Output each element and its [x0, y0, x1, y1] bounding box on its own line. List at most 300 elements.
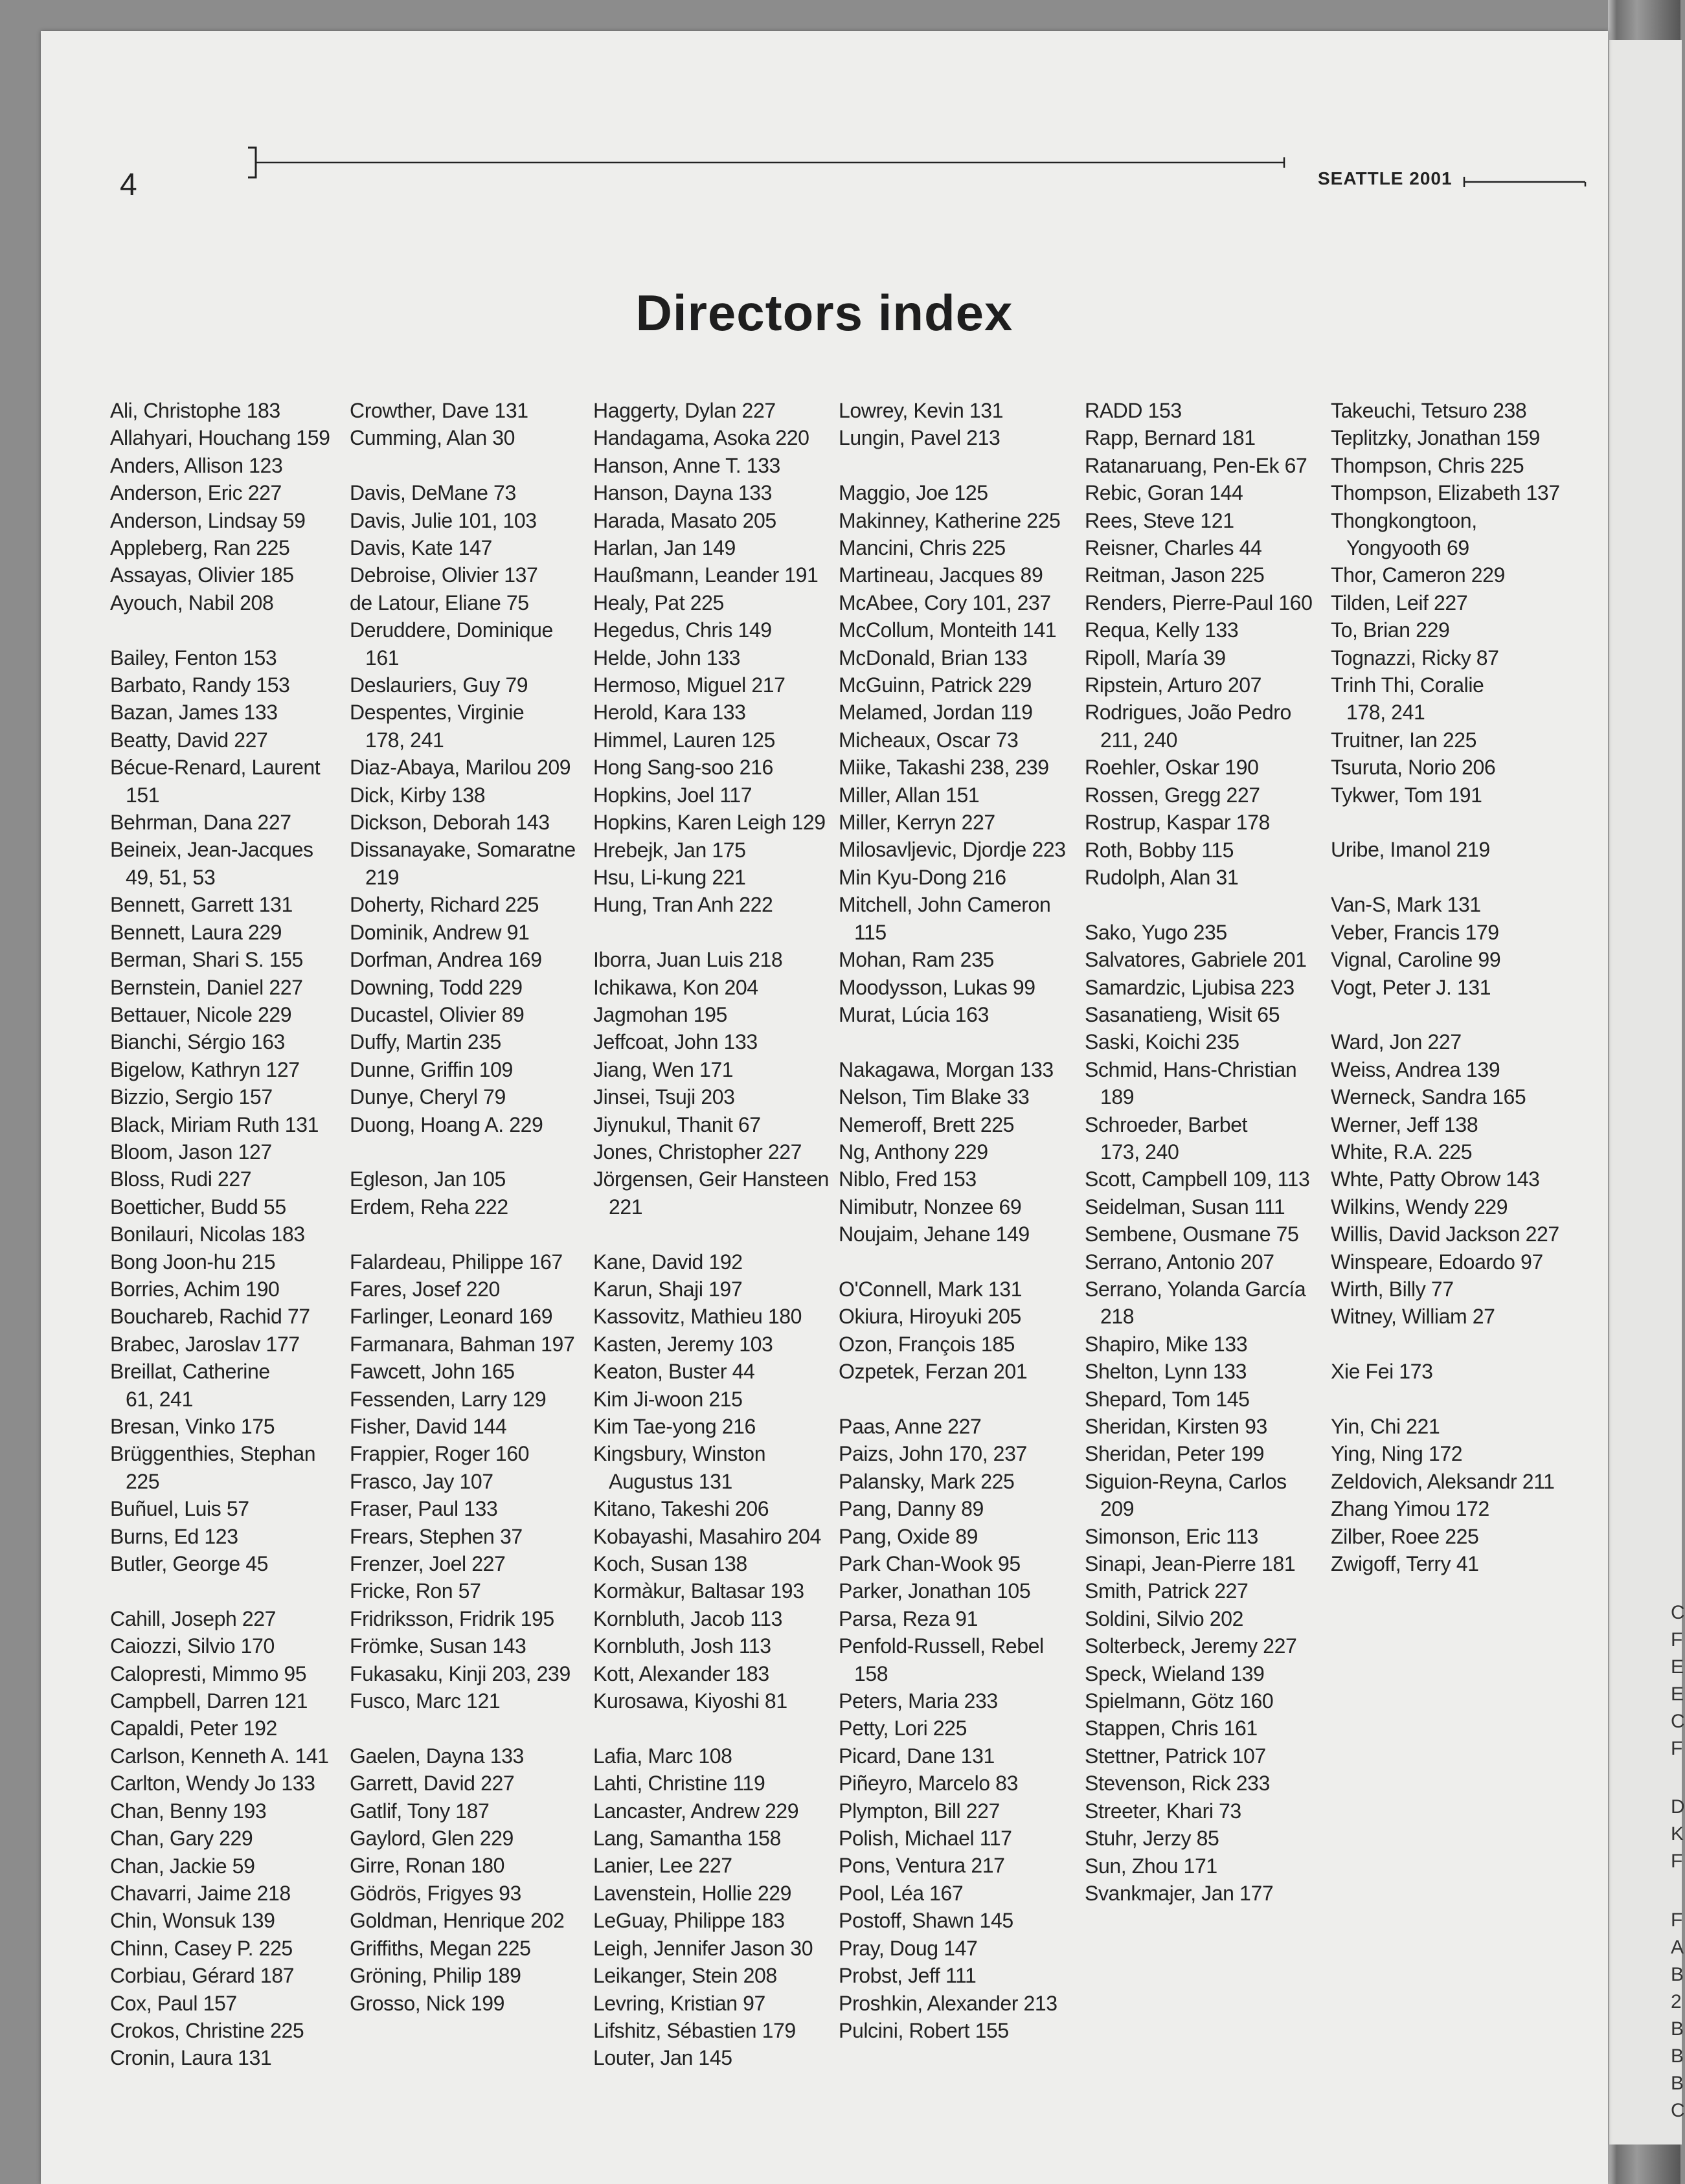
index-entry: Requa, Kelly 133: [1085, 618, 1239, 642]
index-entry: Van-S, Mark 131: [1331, 893, 1481, 917]
index-entry: Kim Tae-yong 216: [593, 1415, 756, 1438]
index-entry: Bong Joon-hu 215: [110, 1250, 276, 1274]
index-entry: Vogt, Peter J. 131: [1331, 975, 1491, 999]
index-entry: Wilkins, Wendy 229: [1331, 1195, 1508, 1219]
index-entry: Fusco, Marc 121: [350, 1689, 501, 1713]
index-entry: Capaldi, Peter 192: [110, 1717, 277, 1740]
index-entry: Herold, Kara 133: [593, 701, 746, 725]
index-entry-continuation: 218: [1100, 1305, 1135, 1329]
index-entry-continuation: 115: [854, 920, 887, 944]
index-entry: Hong Sang-soo 216: [593, 756, 773, 780]
index-entry: Shelton, Lynn 133: [1085, 1360, 1247, 1384]
index-entry: Kingsbury, Winston: [593, 1442, 766, 1466]
index-entry: Girre, Ronan 180: [350, 1854, 505, 1878]
index-entry: Nakagawa, Morgan 133: [839, 1057, 1054, 1081]
index-entry: Kormàkur, Baltasar 193: [593, 1579, 804, 1603]
index-entry: Kim Ji-woon 215: [593, 1387, 743, 1411]
index-entry: Bennett, Laura 229: [110, 920, 282, 944]
index-entry: Brabec, Jaroslav 177: [110, 1332, 300, 1356]
index-entry: LeGuay, Philippe 183: [593, 1909, 785, 1933]
index-entry: Miller, Kerryn 227: [839, 811, 995, 835]
index-entry: Bazan, James 133: [110, 701, 278, 725]
index-entry: Pool, Léa 167: [839, 1881, 964, 1905]
index-entry: Rees, Steve 121: [1085, 508, 1234, 532]
index-page: [41, 31, 1608, 2184]
index-entry: Lifshitz, Sébastien 179: [593, 2018, 796, 2042]
next-page-text-fragment: B: [1671, 2045, 1684, 2067]
index-entry: Brüggenthies, Stephan: [110, 1442, 316, 1466]
index-entry: Roehler, Oskar 190: [1085, 756, 1259, 780]
index-entry: Bresan, Vinko 175: [110, 1415, 275, 1439]
index-entry: Jörgensen, Geir Hansteen: [593, 1167, 829, 1191]
index-entry: Serrano, Antonio 207: [1085, 1250, 1274, 1274]
index-entry: Pang, Danny 89: [839, 1497, 984, 1521]
index-entry: RADD 153: [1085, 399, 1182, 422]
index-entry: Thongkongtoon,: [1331, 508, 1477, 532]
index-entry: Stappen, Chris 161: [1085, 1717, 1258, 1740]
index-entry: Siguion-Reyna, Carlos: [1085, 1469, 1287, 1493]
index-entry: Caiozzi, Silvio 170: [110, 1634, 275, 1658]
index-entry: Martineau, Jacques 89: [839, 563, 1043, 587]
index-entry: Kobayashi, Masahiro 204: [593, 1524, 821, 1548]
index-entry: Davis, Kate 147: [350, 536, 492, 560]
index-entry: Probst, Jeff 111: [839, 1964, 977, 1988]
index-entry: Zwigoff, Terry 41: [1331, 1551, 1479, 1575]
index-entry: Postoff, Shawn 145: [839, 1909, 1013, 1933]
index-entry: Frasco, Jay 107: [350, 1469, 493, 1493]
index-entry: Jagmohan 195: [593, 1002, 727, 1026]
index-entry: Fricke, Ron 57: [350, 1579, 481, 1603]
index-entry: Fukasaku, Kinji 203, 239: [350, 1661, 571, 1685]
index-entry: Erdem, Reha 222: [350, 1195, 508, 1219]
index-entry: Winspeare, Edoardo 97: [1331, 1250, 1543, 1274]
index-entry: Zhang Yimou 172: [1331, 1497, 1489, 1521]
index-entry: Ying, Ning 172: [1331, 1442, 1463, 1466]
index-entry: Beineix, Jean-Jacques: [110, 838, 313, 862]
index-entry: Butler, George 45: [110, 1552, 269, 1576]
index-entry: Yin, Chi 221: [1331, 1414, 1440, 1438]
index-entry: Anderson, Lindsay 59: [110, 508, 306, 532]
index-entry: Lafia, Marc 108: [593, 1744, 732, 1768]
index-entry: Renders, Pierre-Paul 160: [1085, 591, 1313, 614]
index-entry: Stevenson, Rick 233: [1085, 1772, 1270, 1796]
index-entry: Lancaster, Andrew 229: [593, 1799, 799, 1823]
index-entry: Assayas, Olivier 185: [110, 563, 294, 587]
index-entry: Chan, Gary 229: [110, 1827, 253, 1851]
index-entry: Nemeroff, Brett 225: [839, 1112, 1015, 1136]
index-entry: Kornbluth, Josh 113: [593, 1634, 771, 1658]
index-entry: Maggio, Joe 125: [839, 481, 988, 505]
index-entry: Campbell, Darren 121: [110, 1689, 308, 1713]
index-entry: Ward, Jon 227: [1331, 1030, 1462, 1054]
index-entry: Falardeau, Philippe 167: [350, 1250, 563, 1274]
index-entry: Behrman, Dana 227: [110, 811, 291, 835]
index-spacer: [1331, 1001, 1570, 1028]
index-entry: Healy, Pat 225: [593, 591, 724, 614]
index-entry: Anders, Allison 123: [110, 453, 283, 477]
index-entry: Whte, Patty Obrow 143: [1331, 1167, 1540, 1191]
index-spacer: [593, 1715, 833, 1742]
index-entry: Davis, Julie 101, 103: [350, 508, 537, 532]
index-entry: Lahti, Christine 119: [593, 1772, 765, 1796]
index-entry: Seidelman, Susan 111: [1085, 1195, 1285, 1219]
index-entry: Dunne, Griffin 109: [350, 1057, 513, 1081]
index-entry: Spielmann, Götz 160: [1085, 1689, 1274, 1713]
index-entry: Speck, Wieland 139: [1085, 1661, 1265, 1685]
index-spacer: [1085, 891, 1324, 918]
index-entry: Chin, Wonsuk 139: [110, 1909, 275, 1933]
index-entry: Gatlif, Tony 187: [350, 1799, 490, 1823]
index-entry: Kott, Alexander 183: [593, 1661, 769, 1685]
index-entry: Park Chan-Wook 95: [839, 1552, 1021, 1575]
index-entry: Simonson, Eric 113: [1085, 1524, 1258, 1548]
index-entry: Reisner, Charles 44: [1085, 536, 1262, 560]
index-entry: Parker, Jonathan 105: [839, 1579, 1031, 1603]
index-entry: Karun, Shaji 197: [593, 1277, 743, 1301]
index-entry: Ratanaruang, Pen-Ek 67: [1085, 453, 1307, 477]
index-entry: Bécue-Renard, Laurent: [110, 756, 321, 780]
index-entry: Anderson, Eric 227: [110, 481, 282, 505]
index-entry: Haußmann, Leander 191: [593, 563, 819, 587]
index-entry: Deslauriers, Guy 79: [350, 673, 528, 697]
index-entry: Paas, Anne 227: [839, 1414, 982, 1438]
index-entry: Nimibutr, Nonzee 69: [839, 1195, 1022, 1219]
index-spacer: [593, 919, 833, 946]
index-entry: Farmanara, Bahman 197: [350, 1332, 575, 1356]
index-entry: Fawcett, John 165: [350, 1360, 515, 1384]
index-entry-continuation: 221: [609, 1195, 643, 1219]
index-entry: Ali, Christophe 183: [110, 399, 280, 422]
index-column-2: [350, 397, 589, 2017]
index-entry: Bianchi, Sérgio 163: [110, 1030, 285, 1054]
index-entry: Miller, Allan 151: [839, 783, 980, 807]
index-entry: Thompson, Elizabeth 137: [1331, 481, 1560, 505]
index-entry-continuation: 61, 241: [126, 1387, 193, 1411]
index-entry: Kane, David 192: [593, 1250, 743, 1274]
next-page-text-fragment: F: [1671, 1629, 1683, 1650]
index-entry: Hegedus, Chris 149: [593, 618, 772, 642]
index-entry: Leikanger, Stein 208: [593, 1964, 777, 1988]
index-entry: Sheridan, Peter 199: [1085, 1442, 1265, 1466]
index-entry: Jinsei, Tsuji 203: [593, 1085, 735, 1109]
index-entry: Ripstein, Arturo 207: [1085, 673, 1262, 697]
index-entry: Rudolph, Alan 31: [1085, 865, 1239, 889]
index-entry: Ducastel, Olivier 89: [350, 1002, 525, 1026]
index-entry: Schmid, Hans-Christian: [1085, 1057, 1297, 1081]
index-entry: Carlton, Wendy Jo 133: [110, 1772, 315, 1796]
index-entry: Calopresti, Mimmo 95: [110, 1661, 307, 1685]
index-spacer: [839, 452, 1078, 479]
index-entry: Takeuchi, Tetsuro 238: [1331, 399, 1527, 422]
index-entry: Bouchareb, Rachid 77: [110, 1305, 310, 1329]
index-entry: Rossen, Gregg 227: [1085, 783, 1260, 807]
index-entry: Beatty, David 227: [110, 728, 268, 752]
index-entry: Hopkins, Joel 117: [593, 783, 752, 807]
index-entry: Gröning, Philip 189: [350, 1964, 521, 1988]
index-entry: McDonald, Brian 133: [839, 646, 1028, 670]
index-entry: Sheridan, Kirsten 93: [1085, 1415, 1267, 1439]
index-entry: Stettner, Patrick 107: [1085, 1744, 1266, 1768]
index-entry: Xie Fei 173: [1331, 1360, 1433, 1384]
index-entry: Shepard, Tom 145: [1085, 1387, 1250, 1411]
index-entry: Melamed, Jordan 119: [839, 701, 1033, 725]
index-entry: Kurosawa, Kiyoshi 81: [593, 1689, 787, 1713]
index-entry: Picard, Dane 131: [839, 1744, 995, 1768]
index-entry: Tognazzi, Ricky 87: [1331, 646, 1499, 670]
index-entry: Hrebejk, Jan 175: [593, 838, 746, 862]
index-entry: Rodrigues, João Pedro: [1085, 701, 1291, 725]
index-entry: Frenzer, Joel 227: [350, 1552, 506, 1576]
index-column-3: [593, 397, 833, 2072]
index-entry: Kornbluth, Jacob 113: [593, 1606, 783, 1630]
index-entry: Stuhr, Jerzy 85: [1085, 1827, 1219, 1851]
index-entry: White, R.A. 225: [1331, 1140, 1473, 1164]
index-entry: Reitman, Jason 225: [1085, 563, 1265, 587]
index-entry: Dickson, Deborah 143: [350, 811, 550, 835]
index-entry: Piñeyro, Marcelo 83: [839, 1772, 1018, 1796]
index-entry: Dick, Kirby 138: [350, 783, 486, 807]
index-entry: Debroise, Olivier 137: [350, 563, 538, 587]
next-page-text-fragment: A: [1671, 1937, 1684, 1958]
index-entry: Frears, Stephen 37: [350, 1524, 523, 1548]
index-entry: Bernstein, Daniel 227: [110, 975, 303, 999]
index-entry: Sinapi, Jean-Pierre 181: [1085, 1552, 1296, 1576]
index-entry-continuation: 211, 240: [1100, 728, 1177, 752]
index-entry: Deruddere, Dominique: [350, 618, 553, 642]
index-entry-continuation: 219: [365, 865, 400, 889]
index-entry: Chinn, Casey P. 225: [110, 1936, 293, 1960]
index-entry: O'Connell, Mark 131: [839, 1277, 1023, 1301]
index-entry: Plympton, Bill 227: [839, 1799, 1000, 1823]
index-entry: Chan, Benny 193: [110, 1799, 267, 1823]
index-entry: Jiang, Wen 171: [593, 1057, 734, 1081]
index-entry: Rebic, Goran 144: [1085, 481, 1243, 505]
index-entry: Wirth, Billy 77: [1331, 1277, 1454, 1301]
index-entry: Crokos, Christine 225: [110, 2018, 304, 2042]
index-entry: Chavarri, Jaime 218: [110, 1881, 291, 1905]
index-entry: Sun, Zhou 171: [1085, 1854, 1217, 1878]
index-entry: Min Kyu-Dong 216: [839, 865, 1006, 889]
index-entry: Saski, Koichi 235: [1085, 1030, 1239, 1054]
index-entry: McGuinn, Patrick 229: [839, 673, 1032, 697]
index-entry: Thompson, Chris 225: [1331, 453, 1524, 477]
index-entry: Duffy, Martin 235: [350, 1030, 501, 1054]
index-spacer: [350, 452, 589, 479]
index-column-5: [1085, 397, 1324, 1907]
index-entry: Ayouch, Nabil 208: [110, 591, 274, 614]
index-entry-continuation: 158: [854, 1661, 888, 1685]
index-entry: Allahyari, Houchang 159: [110, 426, 330, 450]
index-entry: Solterbeck, Jeremy 227: [1085, 1634, 1297, 1658]
page-title: Directors index: [635, 284, 1013, 341]
index-entry: Burns, Ed 123: [110, 1524, 238, 1548]
index-entry: Davis, DeMane 73: [350, 481, 516, 505]
header-rule-right: [1462, 172, 1592, 192]
index-entry: Breillat, Catherine: [110, 1360, 270, 1384]
next-page-text-fragment: C: [1671, 1711, 1685, 1732]
index-entry: Serrano, Yolanda García: [1085, 1277, 1306, 1301]
index-entry: Fridriksson, Fridrik 195: [350, 1606, 554, 1630]
index-entry: Jones, Christopher 227: [593, 1140, 802, 1164]
index-entry: Ozpetek, Ferzan 201: [839, 1360, 1028, 1384]
next-page-text-fragment: C: [1671, 1602, 1685, 1623]
index-spacer: [1331, 864, 1570, 891]
index-entry: Cronin, Laura 131: [110, 2046, 272, 2070]
index-spacer: [350, 1138, 589, 1165]
index-entry: Mohan, Ram 235: [839, 948, 994, 972]
index-entry: Soldini, Silvio 202: [1085, 1606, 1243, 1630]
index-entry: Frappier, Roger 160: [350, 1442, 530, 1466]
next-page-text-fragment: E: [1671, 1656, 1684, 1678]
index-entry: de Latour, Eliane 75: [350, 591, 529, 614]
index-entry: Miike, Takashi 238, 239: [839, 756, 1049, 780]
index-entry: Haggerty, Dylan 227: [593, 399, 776, 422]
index-entry: Leigh, Jennifer Jason 30: [593, 1936, 813, 1960]
index-entry: Werneck, Sandra 165: [1331, 1085, 1526, 1109]
index-entry: Koch, Susan 138: [593, 1552, 747, 1576]
index-entry: Makinney, Katherine 225: [839, 508, 1061, 532]
index-entry: Bennett, Garrett 131: [110, 893, 293, 917]
index-entry: Svankmajer, Jan 177: [1085, 1881, 1274, 1905]
index-entry: Appleberg, Ran 225: [110, 536, 290, 560]
index-entry-continuation: 225: [126, 1469, 160, 1493]
index-entry: Sembene, Ousmane 75: [1085, 1222, 1299, 1246]
index-entry: Bloss, Rudi 227: [110, 1167, 252, 1191]
next-page-text-fragment: F: [1671, 1851, 1683, 1872]
index-entry: Moodysson, Lukas 99: [839, 975, 1035, 999]
index-entry: Weiss, Andrea 139: [1331, 1057, 1500, 1081]
index-entry-continuation: 49, 51, 53: [126, 865, 216, 889]
index-spacer: [1331, 1331, 1570, 1358]
index-entry: Fraser, Paul 133: [350, 1497, 498, 1521]
index-entry: Rostrup, Kaspar 178: [1085, 811, 1270, 835]
index-entry: Tsuruta, Norio 206: [1331, 756, 1496, 780]
index-entry-continuation: 173, 240: [1100, 1140, 1179, 1164]
index-spacer: [839, 1028, 1078, 1055]
index-entry-continuation: 151: [126, 783, 160, 807]
index-entry: Sako, Yugo 235: [1085, 920, 1227, 944]
index-entry: Proshkin, Alexander 213: [839, 1991, 1057, 2015]
index-entry: Bizzio, Sergio 157: [110, 1085, 273, 1109]
index-entry-continuation: Yongyooth 69: [1346, 536, 1469, 560]
index-entry-continuation: 189: [1100, 1085, 1135, 1109]
index-entry: Schroeder, Barbet: [1085, 1112, 1248, 1136]
index-entry: Parsa, Reza 91: [839, 1606, 978, 1630]
index-entry: Werner, Jeff 138: [1331, 1112, 1478, 1136]
index-entry: Ichikawa, Kon 204: [593, 975, 758, 999]
index-entry: Ozon, François 185: [839, 1332, 1015, 1356]
index-entry: Borries, Achim 190: [110, 1277, 280, 1301]
index-entry: Fisher, David 144: [350, 1414, 507, 1438]
next-page-text-fragment: D: [1671, 1796, 1685, 1818]
index-entry: Palansky, Mark 225: [839, 1469, 1015, 1493]
index-entry-continuation: 161: [365, 646, 400, 670]
index-entry: Carlson, Kenneth A. 141: [110, 1744, 329, 1768]
index-entry: Himmel, Lauren 125: [593, 728, 775, 752]
index-entry: Zilber, Roee 225: [1331, 1524, 1479, 1548]
next-page-text-fragment: E: [1671, 1683, 1684, 1705]
index-entry: Milosavljevic, Djordje 223: [839, 838, 1066, 862]
index-entry: Zeldovich, Aleksandr 211: [1331, 1469, 1555, 1493]
index-entry: Hung, Tran Anh 222: [593, 893, 773, 917]
index-entry: Levring, Kristian 97: [593, 1991, 765, 2015]
index-entry: Helde, John 133: [593, 646, 741, 670]
index-entry: Bonilauri, Nicolas 183: [110, 1222, 305, 1246]
index-entry: Griffiths, Megan 225: [350, 1936, 531, 1960]
index-entry: Kitano, Takeshi 206: [593, 1497, 769, 1521]
index-entry: Samardzic, Ljubisa 223: [1085, 975, 1295, 999]
index-entry-continuation: 178, 241: [1346, 701, 1425, 725]
index-spacer: [350, 1221, 589, 1248]
index-entry: Lowrey, Kevin 131: [839, 399, 1004, 422]
index-entry: Gaylord, Glen 229: [350, 1827, 514, 1851]
index-entry: Lavenstein, Hollie 229: [593, 1881, 792, 1905]
index-entry: Louter, Jan 145: [593, 2046, 732, 2070]
index-entry: Uribe, Imanol 219: [1331, 838, 1490, 862]
index-entry: Nelson, Tim Blake 33: [839, 1085, 1030, 1109]
index-entry: Tykwer, Tom 191: [1331, 783, 1482, 807]
index-entry: Bigelow, Kathryn 127: [110, 1057, 300, 1081]
index-entry: Okiura, Hiroyuki 205: [839, 1305, 1021, 1329]
index-entry: Teplitzky, Jonathan 159: [1331, 426, 1540, 450]
index-entry: Berman, Shari S. 155: [110, 948, 303, 972]
index-spacer: [110, 616, 350, 644]
index-entry: Hopkins, Karen Leigh 129: [593, 811, 826, 835]
index-spacer: [593, 1221, 833, 1248]
index-entry: Noujaim, Jehane 149: [839, 1222, 1030, 1246]
index-entry: Hanson, Dayna 133: [593, 481, 773, 505]
index-entry-continuation: Augustus 131: [609, 1469, 732, 1493]
index-entry: Keaton, Buster 44: [593, 1360, 755, 1384]
index-entry: Handagama, Asoka 220: [593, 426, 809, 450]
index-entry: Gaelen, Dayna 133: [350, 1744, 524, 1768]
next-page-text-fragment: B: [1671, 2018, 1684, 2040]
index-entry: Ng, Anthony 229: [839, 1140, 988, 1164]
page-number: 4: [120, 168, 137, 202]
index-entry: Black, Miriam Ruth 131: [110, 1112, 319, 1136]
index-entry: Fessenden, Larry 129: [350, 1387, 547, 1411]
index-entry: Hsu, Li-kung 221: [593, 865, 746, 889]
index-entry: Paizs, John 170, 237: [839, 1442, 1027, 1466]
header-section-title: SEATTLE 2001: [1318, 168, 1453, 188]
index-entry: Kasten, Jeremy 103: [593, 1332, 773, 1356]
index-entry: Hermoso, Miguel 217: [593, 673, 786, 697]
index-entry: Fares, Josef 220: [350, 1277, 500, 1301]
index-entry: Downing, Todd 229: [350, 975, 523, 999]
index-entry: Chan, Jackie 59: [110, 1854, 255, 1878]
index-spacer: [839, 1248, 1078, 1276]
next-page-text-fragment: B: [1671, 2073, 1684, 2094]
index-entry: Dominik, Andrew 91: [350, 920, 530, 944]
index-entry: Harlan, Jan 149: [593, 536, 736, 560]
index-entry: Goldman, Henrique 202: [350, 1909, 565, 1933]
index-entry: Thor, Cameron 229: [1331, 563, 1505, 587]
index-entry: Roth, Bobby 115: [1085, 838, 1234, 862]
index-entry: Bloom, Jason 127: [110, 1140, 272, 1164]
index-entry: Buñuel, Luis 57: [110, 1497, 249, 1521]
next-page-text-fragment: C: [1671, 2100, 1685, 2121]
index-entry: Jiynukul, Thanit 67: [593, 1112, 761, 1136]
index-entry: Bailey, Fenton 153: [110, 646, 277, 670]
index-entry: Barbato, Randy 153: [110, 673, 290, 697]
next-page-text-fragment: F: [1671, 1738, 1683, 1759]
index-column-6: [1331, 397, 1570, 1577]
index-entry: Vignal, Caroline 99: [1331, 948, 1501, 972]
index-entry: Doherty, Richard 225: [350, 893, 539, 917]
index-entry-continuation: 178, 241: [365, 728, 444, 752]
index-entry: Kassovitz, Mathieu 180: [593, 1305, 802, 1329]
index-spacer: [350, 1715, 589, 1742]
